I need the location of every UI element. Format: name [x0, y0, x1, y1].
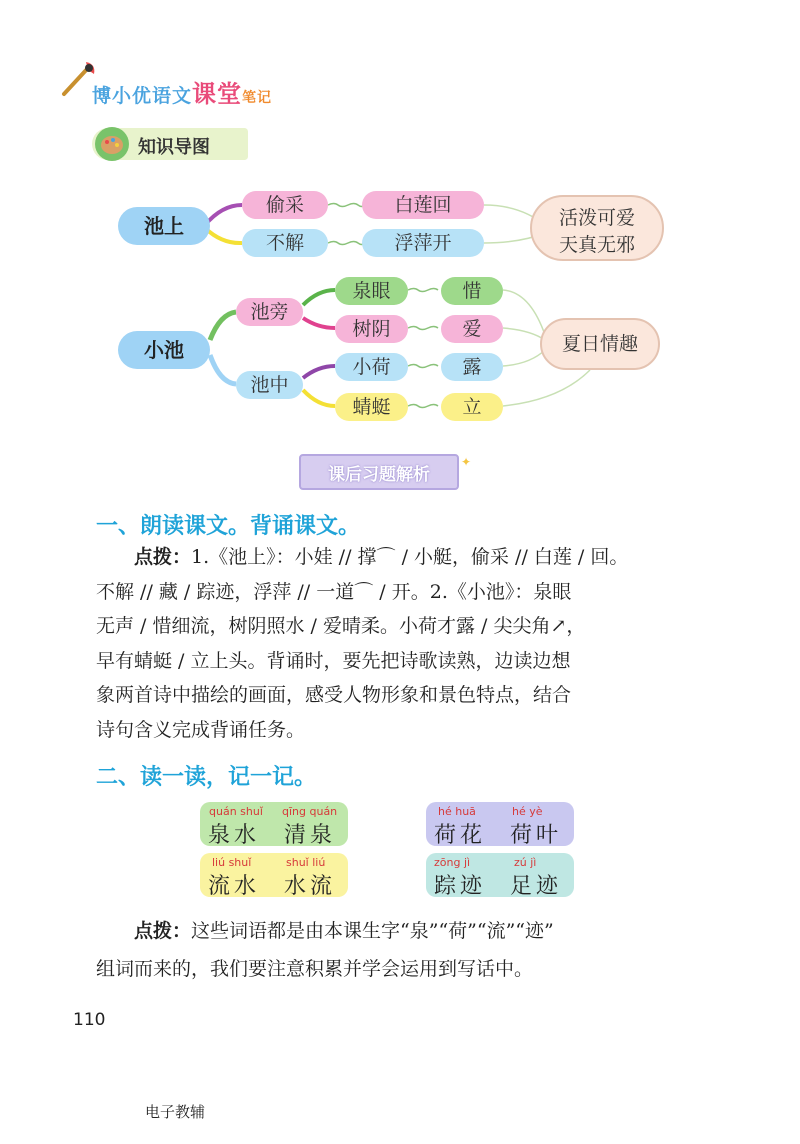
mindmap2-leaf2-verb: 爱: [441, 315, 503, 343]
q1-line3: 无声 / 惜细流，树阴照水 / 爱晴柔。小荷才露 / 尖尖角↗，: [96, 615, 586, 637]
word-card-3-pinyin1: liú shuǐ: [212, 856, 252, 869]
mindmap2-theme-cloud: 夏日情趣: [540, 318, 660, 370]
word-card-3-pinyin2: shuǐ liú: [286, 856, 326, 869]
q2-label: 点拨：: [134, 920, 192, 942]
mindmap2-branch1: 池旁: [236, 298, 303, 326]
word-card-3-word2: 水流: [284, 874, 337, 899]
q1-body: [96, 540, 680, 747]
word-card-4-pinyin2: zú jì: [514, 856, 537, 869]
word-card-4: [426, 853, 574, 897]
q1-label: 点拨：: [134, 546, 192, 568]
mindmap2-leaf1-verb: 惜: [441, 277, 503, 305]
mindmap2-branch2: 池中: [236, 371, 303, 399]
word-card-3: [200, 853, 348, 897]
logo-part3: 笔记: [242, 90, 273, 106]
word-card-4-word1: 踪迹: [434, 874, 487, 899]
mindmap1-branch2: 不解: [242, 229, 328, 257]
word-card-1-pinyin1: quán shuǐ: [209, 805, 263, 818]
word-card-2-word1: 荷花: [434, 823, 487, 848]
mindmap1-branch1: 偷采: [242, 191, 328, 219]
q2-note-line2: 组词而来的，我们要注意积累并学会运用到写话中。: [96, 958, 534, 980]
word-card-2: [426, 802, 574, 846]
mindmap2-leaf2: 树阴: [335, 315, 408, 343]
q1-line4: 早有蜻蜓 / 立上头。背诵时，要先把诗歌读熟，边读边想: [96, 649, 571, 672]
q2-note: [96, 912, 680, 988]
q1-line1: [96, 540, 680, 575]
logo-part2: 课堂: [192, 80, 243, 108]
word-card-4-word2: 足迹: [510, 874, 563, 899]
mindmap2-leaf3: 小荷: [335, 353, 408, 381]
mindmap2-leaf3-verb: 露: [441, 353, 503, 381]
page-number: 110: [73, 1010, 106, 1030]
word-card-2-word2: 荷叶: [510, 823, 563, 848]
footer-text: 电子教辅: [145, 1103, 206, 1121]
q1-line1-text: 1.《池上》：小娃 // 撑⌒ / 小艇，偷采 // 白莲 / 回。: [191, 546, 629, 568]
q2-note-line1: [96, 912, 680, 950]
q1-line5: 象两首诗中描绘的画面，感受人物形象和景色特点，结合: [96, 684, 572, 706]
word-card-3-word1: 流水: [208, 874, 261, 899]
mindmap2-root: 小池: [118, 331, 210, 369]
q1-line6: 诗句含义完成背诵任务。: [96, 718, 306, 741]
mindmap1-branch2-next: 浮萍开: [362, 229, 484, 257]
q1-line2: 不解 // 藏 / 踪迹，浮萍 // 一道⌒ / 开。2.《小池》：泉眼: [96, 580, 572, 603]
word-card-2-pinyin2: hé yè: [512, 805, 543, 818]
exercise-banner-label: 课后习题解析: [328, 465, 430, 485]
q2-note-line1-text: 这些词语都是由本课生字“泉”“荷”“流”“迹”: [191, 920, 554, 942]
mindmap2-leaf4-verb: 立: [441, 393, 503, 421]
q1-title: 一、朗读课文。背诵课文。: [96, 514, 361, 539]
word-card-2-pinyin1: hé huā: [438, 805, 476, 818]
mindmap1-theme-cloud: [530, 195, 664, 261]
mindmap2-leaf4: 蜻蜓: [335, 393, 408, 421]
word-card-1: [200, 802, 348, 846]
logo-part1: 博小优语文: [92, 85, 193, 107]
word-card-1-word2: 清泉: [284, 823, 337, 848]
section-title: 知识导图: [138, 137, 210, 158]
mindmap1-branch1-next: 白莲回: [362, 191, 484, 219]
mindmap1-theme-line2: 天真无邪: [558, 234, 635, 256]
mindmap2-leaf1: 泉眼: [335, 277, 408, 305]
word-card-4-pinyin1: zōng jì: [434, 856, 471, 869]
sparkle-icon: ✦: [461, 455, 472, 469]
q2-title: 二、读一读，记一记。: [96, 765, 317, 790]
mindmap1-theme-line1: 活泼可爱: [558, 207, 635, 229]
exercise-banner: [299, 454, 459, 490]
word-card-1-word1: 泉水: [208, 823, 261, 848]
word-card-1-pinyin2: qīng quán: [282, 805, 338, 818]
mindmap1-root: 池上: [118, 207, 210, 245]
